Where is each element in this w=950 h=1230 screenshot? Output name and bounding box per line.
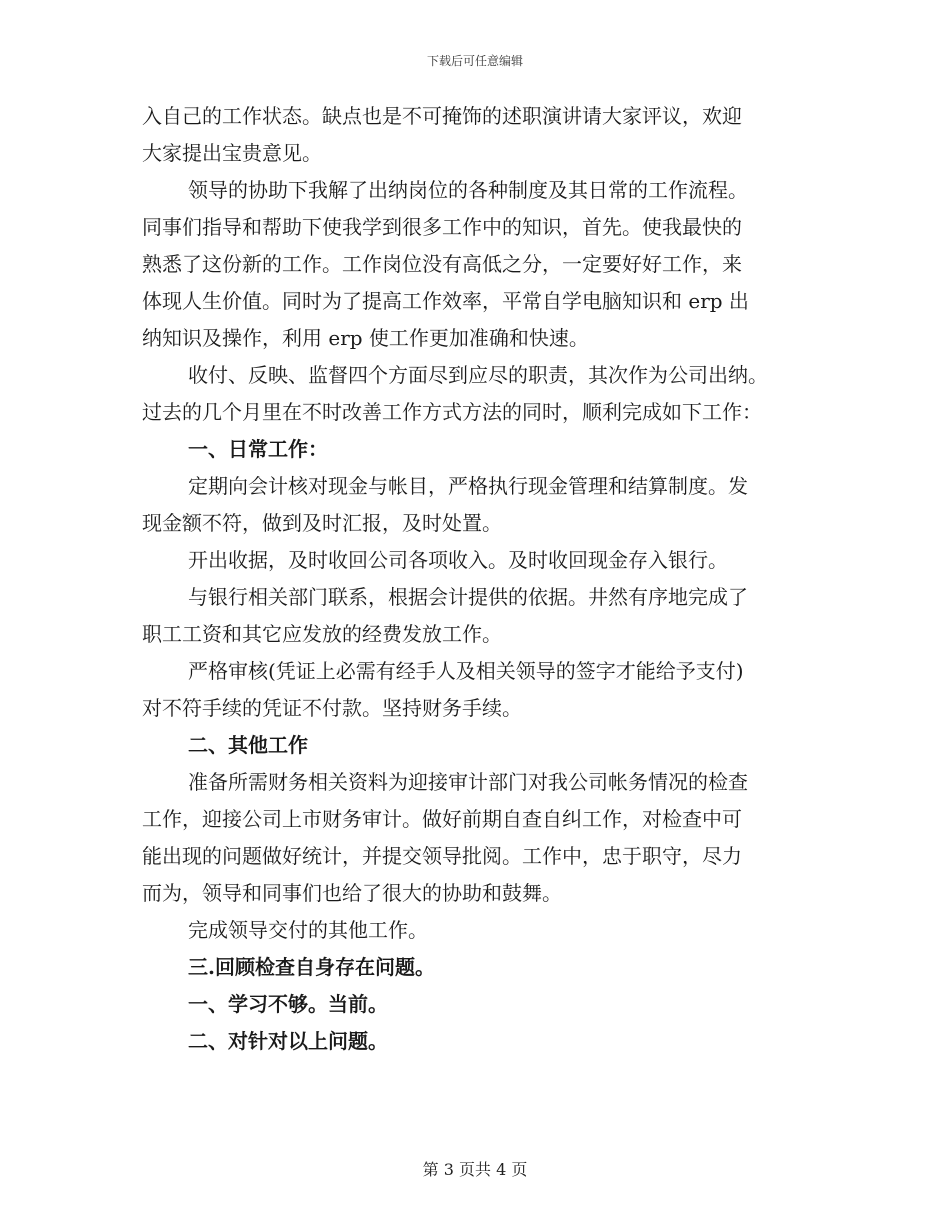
paragraph-line: 准备所需财务相关资料为迎接审计部门对我公司帐务情况的检查 xyxy=(188,770,748,794)
paragraph-line: 收付、反映、监督四个方面尽到应尽的职责，其次作为公司出纳。 xyxy=(188,363,768,387)
paragraph-line: 体现人生价值。同时为了提高工作效率，平常自学电脑知识和 erp 出 xyxy=(142,289,749,313)
section-heading-line: 一、学习不够。当前。 xyxy=(188,992,388,1016)
section-heading-line: 三.回顾检查自身存在问题。 xyxy=(188,955,435,979)
paragraph-line: 入自己的工作状态。缺点也是不可掩饰的述职演讲请大家评议，欢迎 xyxy=(142,104,742,128)
paragraph-line: 职工工资和其它应发放的经费发放工作。 xyxy=(142,622,502,646)
section-heading-line: 一、日常工作： xyxy=(188,437,328,461)
paragraph-line: 同事们指导和帮助下使我学到很多工作中的知识，首先。使我最快的 xyxy=(142,215,742,239)
page-footer: 第 3 页共 4 页 xyxy=(422,1160,528,1179)
paragraph-line: 定期向会计核对现金与帐目，严格执行现金管理和结算制度。发 xyxy=(188,474,748,498)
paragraph-line: 对不符手续的凭证不付款。坚持财务手续。 xyxy=(142,696,522,720)
document-body xyxy=(142,98,808,1060)
paragraph-line: 工作，迎接公司上市财务审计。做好前期自查自纠工作，对检查中可 xyxy=(142,807,742,831)
paragraph-line: 完成领导交付的其他工作。 xyxy=(188,918,428,942)
section-heading-line: 二、对针对以上问题。 xyxy=(188,1029,388,1053)
paragraph-line: 而为，领导和同事们也给了很大的协助和鼓舞。 xyxy=(142,881,562,905)
paragraph-line: 纳知识及操作，利用 erp 使工作更加准确和快速。 xyxy=(142,326,589,350)
paragraph-line: 大家提出宝贵意见。 xyxy=(142,141,322,165)
paragraph-line: 领导的协助下我解了出纳岗位的各种制度及其日常的工作流程。 xyxy=(188,178,748,202)
paragraph-line: 开出收据，及时收回公司各项收入。及时收回现金存入银行。 xyxy=(188,548,728,572)
paragraph-line: 能出现的问题做好统计，并提交领导批阅。工作中，忠于职守，尽力 xyxy=(142,844,742,868)
paragraph-line: 熟悉了这份新的工作。工作岗位没有高低之分，一定要好好工作，来 xyxy=(142,252,742,276)
paragraph-line: 严格审核(凭证上必需有经手人及相关领导的签字才能给予支付) xyxy=(188,659,744,683)
paragraph-line: 现金额不符，做到及时汇报，及时处置。 xyxy=(142,511,502,535)
section-heading-line: 二、其他工作 xyxy=(188,733,308,757)
paragraph-line: 过去的几个月里在不时改善工作方式方法的同时，顺利完成如下工作： xyxy=(142,400,762,424)
page-header: 下载后可任意编辑 xyxy=(426,54,523,68)
paragraph-line: 与银行相关部门联系，根据会计提供的依据。井然有序地完成了 xyxy=(188,585,748,609)
